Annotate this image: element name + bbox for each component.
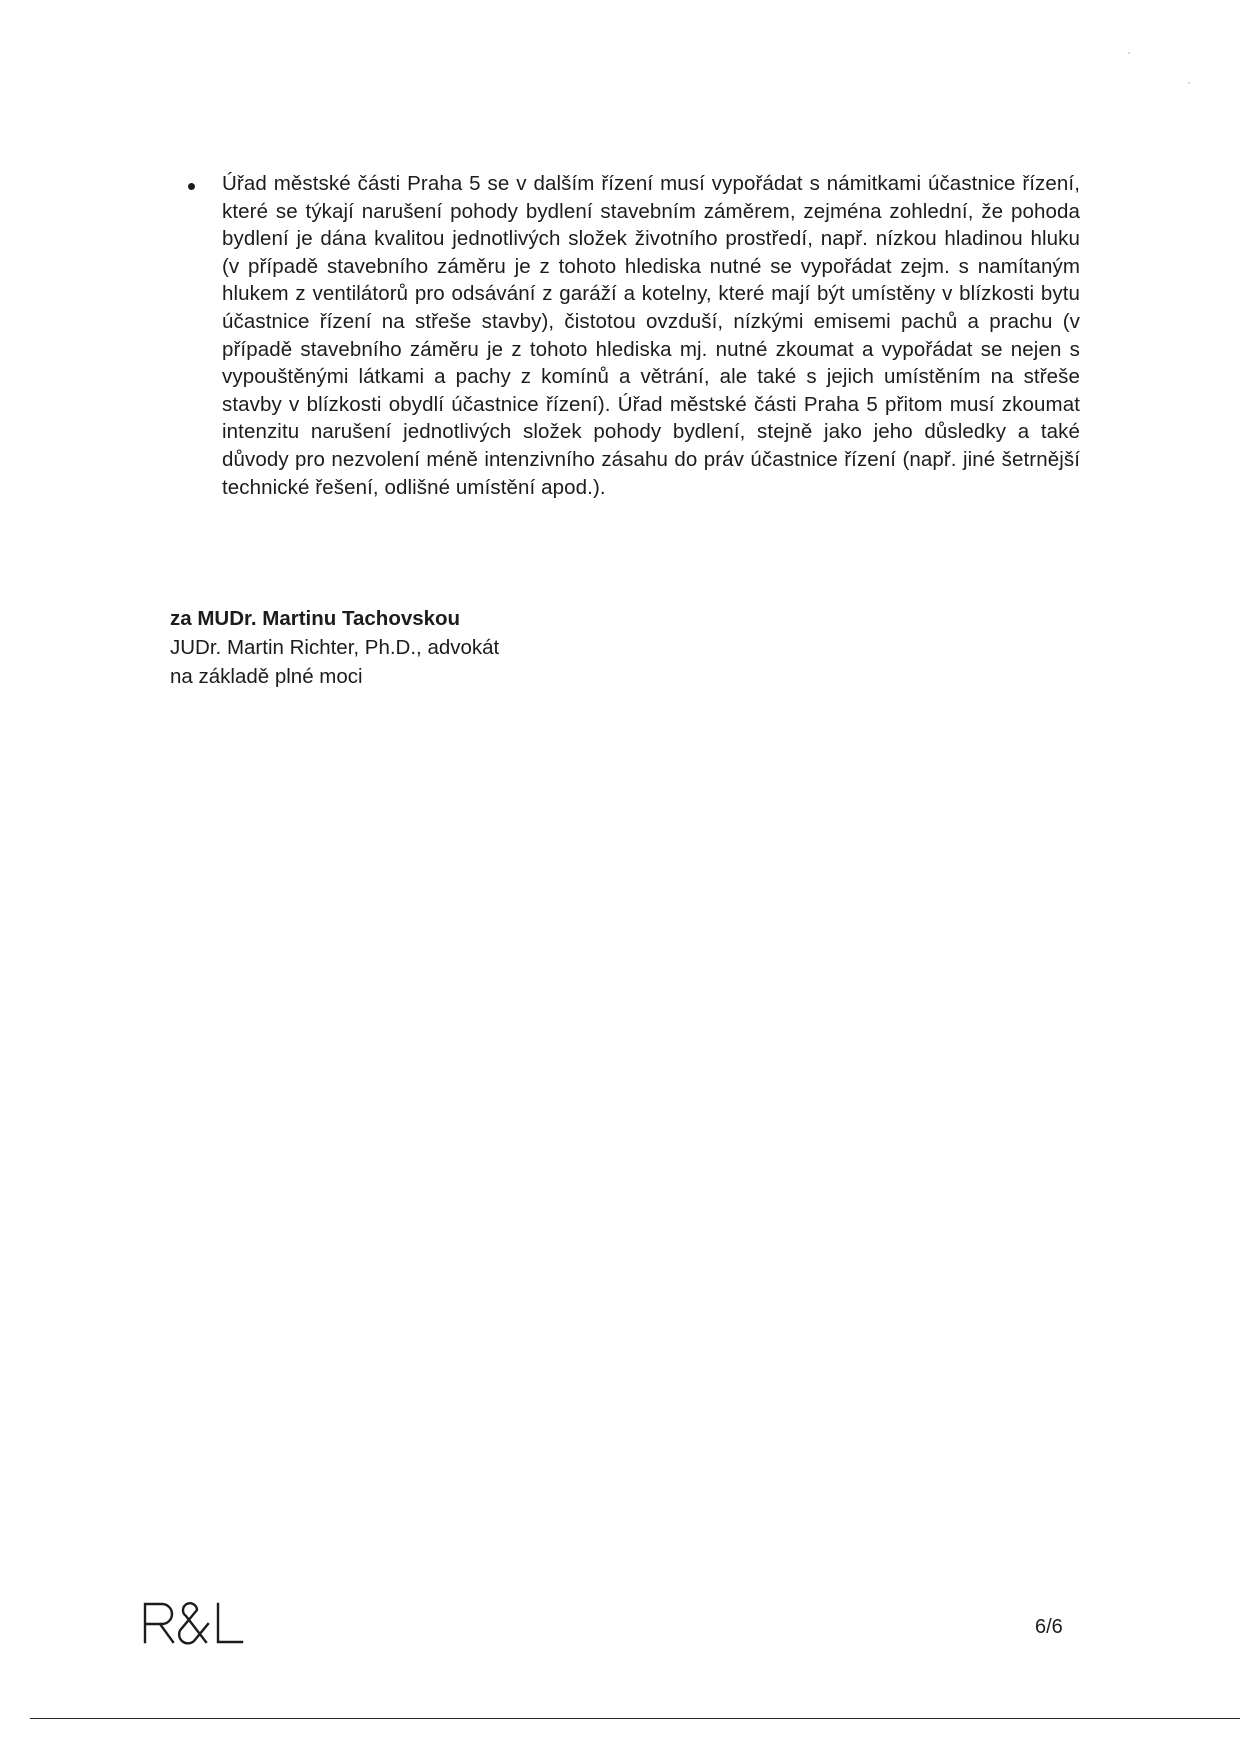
list-item xyxy=(170,170,1080,501)
signature-block xyxy=(170,604,499,691)
page-number: 6/6 xyxy=(1035,1616,1063,1638)
signature-principal: za MUDr. Martinu Tachovskou xyxy=(170,607,461,630)
law-firm-logo xyxy=(142,1598,252,1648)
footer-divider xyxy=(30,1718,1240,1719)
bullet-point-icon xyxy=(188,183,195,190)
signature-basis: na základě plné moci xyxy=(170,665,363,688)
logo-mark-icon xyxy=(142,1598,252,1648)
bullet-list xyxy=(170,170,1080,501)
signature-attorney: JUDr. Martin Richter, Ph.D., advokát xyxy=(170,636,500,659)
scan-speck xyxy=(1128,52,1130,54)
scan-speck xyxy=(1188,82,1190,84)
bullet-text: Úřad městské části Praha 5 se v dalším řízení musí vypořádat s námitkami účastnice řízení, které se týkají narušení pohody bydlení stavebním záměrem, zejména zohlední, že pohoda bydlení je dána kvalitou jednotlivých složek životního prostředí, např. nízkou hladinou hluku (v případě stavebního záměru je z tohoto hlediska nutné se vypořádat zejm. s namítaným hlukem z ventilátorů pro odsávání z garáží a kotelny, které mají být umístěny v blízkosti bytu účastnice řízení na střeše stavby), čistotou ovzduší, nízkými emisemi pachů a prachu (v případě stavebního záměru je z tohoto hlediska mj. nutné zkoumat a vypořádat se nejen s vypouštěnými látkami a pachy z komínů a větrání, ale také s jejich umístěním na střeše stavby v blízkosti obydlí účastnice řízení). Úřad městské části Praha 5 přitom musí zkoumat intenzitu narušení jednotlivých složek pohody bydlení, stejně jako jeho důsledky a také důvody pro nezvolení méně intenzivního zásahu do práv účastnice řízení (např. jiné šetrnější technické řešení, odlišné umístění apod.). xyxy=(222,172,1080,499)
